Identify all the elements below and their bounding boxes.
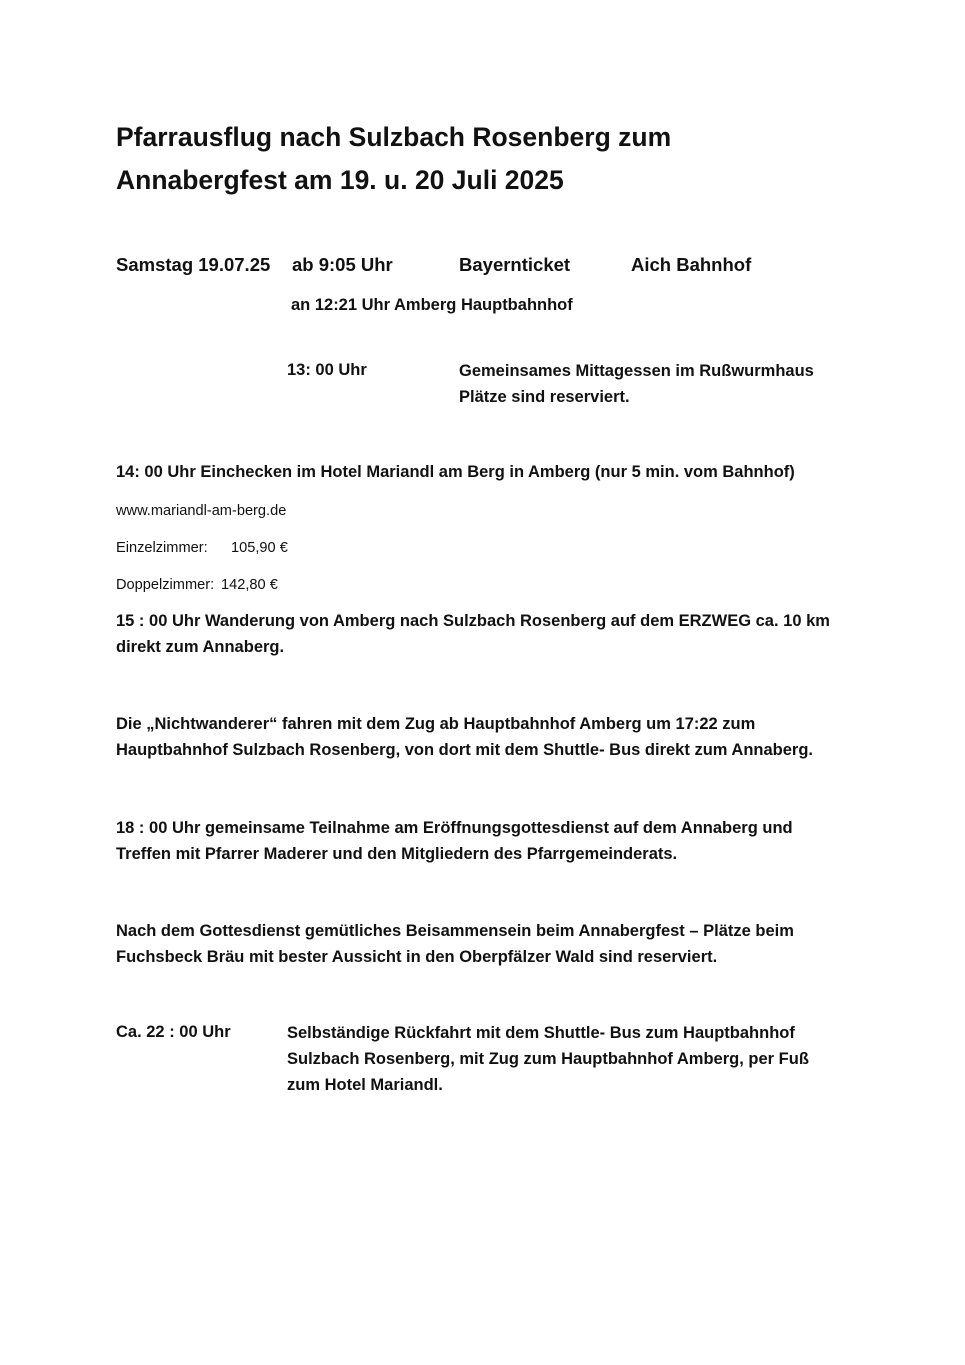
checkin-text: 14: 00 Uhr Einchecken im Hotel Mariandl am Berg in Amberg (nur 5 min. vom Bahnhof) [116,463,795,481]
single-room-label: Einzelzimmer: [116,540,208,556]
return-line-1: Selbständige Rückfahrt mit dem Shuttle- Bus zum Hauptbahnhof [287,1024,795,1042]
saturday-date: Samstag 19.07.25 [116,254,271,275]
document-title [116,116,671,202]
service-line-1: 18 : 00 Uhr gemeinsame Teilnahme am Eröffnungsgottesdienst auf dem Annaberg und [116,819,793,837]
single-room-price: 105,90 € [231,540,288,556]
hike-line-2: direkt zum Annaberg. [116,638,285,656]
ticket-type: Bayernticket [459,254,571,275]
lunch-time: 13: 00 Uhr [287,361,367,379]
departure-station: Aich Bahnhof [631,254,752,275]
arrival-info: an 12:21 Uhr Amberg Hauptbahnhof [291,296,573,314]
non-hikers-line-2: Hauptbahnhof Sulzbach Rosenberg, von dort mit dem Shuttle- Bus direkt zum Annaberg. [116,741,814,759]
return-time: Ca. 22 : 00 Uhr [116,1023,231,1041]
gathering-line-1: Nach dem Gottesdienst gemütliches Beisammensein beim Annabergfest – Plätze beim [116,922,794,940]
service-line-2: Treffen mit Pfarrer Maderer und den Mitgliedern des Pfarrgemeinderats. [116,845,678,863]
return-line-3: zum Hotel Mariandl. [287,1076,443,1094]
hotel-website: www.mariandl-am-berg.de [116,503,287,519]
departure-time: ab 9:05 Uhr [292,254,393,275]
title-line-2: Annabergfest am 19. u. 20 Juli 2025 [116,165,564,195]
double-room-price: 142,80 € [221,577,278,593]
gathering-line-2: Fuchsbeck Bräu mit bester Aussicht in den Oberpfälzer Wald sind reserviert. [116,948,718,966]
service-paragraph [116,815,793,867]
lunch-description [459,358,814,410]
hike-paragraph [116,608,830,660]
non-hikers-line-1: Die „Nichtwanderer“ fahren mit dem Zug ab Hauptbahnhof Amberg um 17:22 zum [116,715,756,733]
double-room-label: Doppelzimmer: [116,577,215,593]
return-description [287,1020,809,1098]
non-hikers-paragraph [116,711,813,763]
hike-line-1: 15 : 00 Uhr Wanderung von Amberg nach Sulzbach Rosenberg auf dem ERZWEG ca. 10 km [116,612,830,630]
lunch-line-2: Plätze sind reserviert. [459,388,630,406]
lunch-line-1: Gemeinsames Mittagessen im Rußwurmhaus [459,362,814,380]
gathering-paragraph [116,918,794,970]
return-line-2: Sulzbach Rosenberg, mit Zug zum Hauptbahnhof Amberg, per Fuß [287,1050,809,1068]
title-line-1: Pfarrausflug nach Sulzbach Rosenberg zum [116,122,672,152]
